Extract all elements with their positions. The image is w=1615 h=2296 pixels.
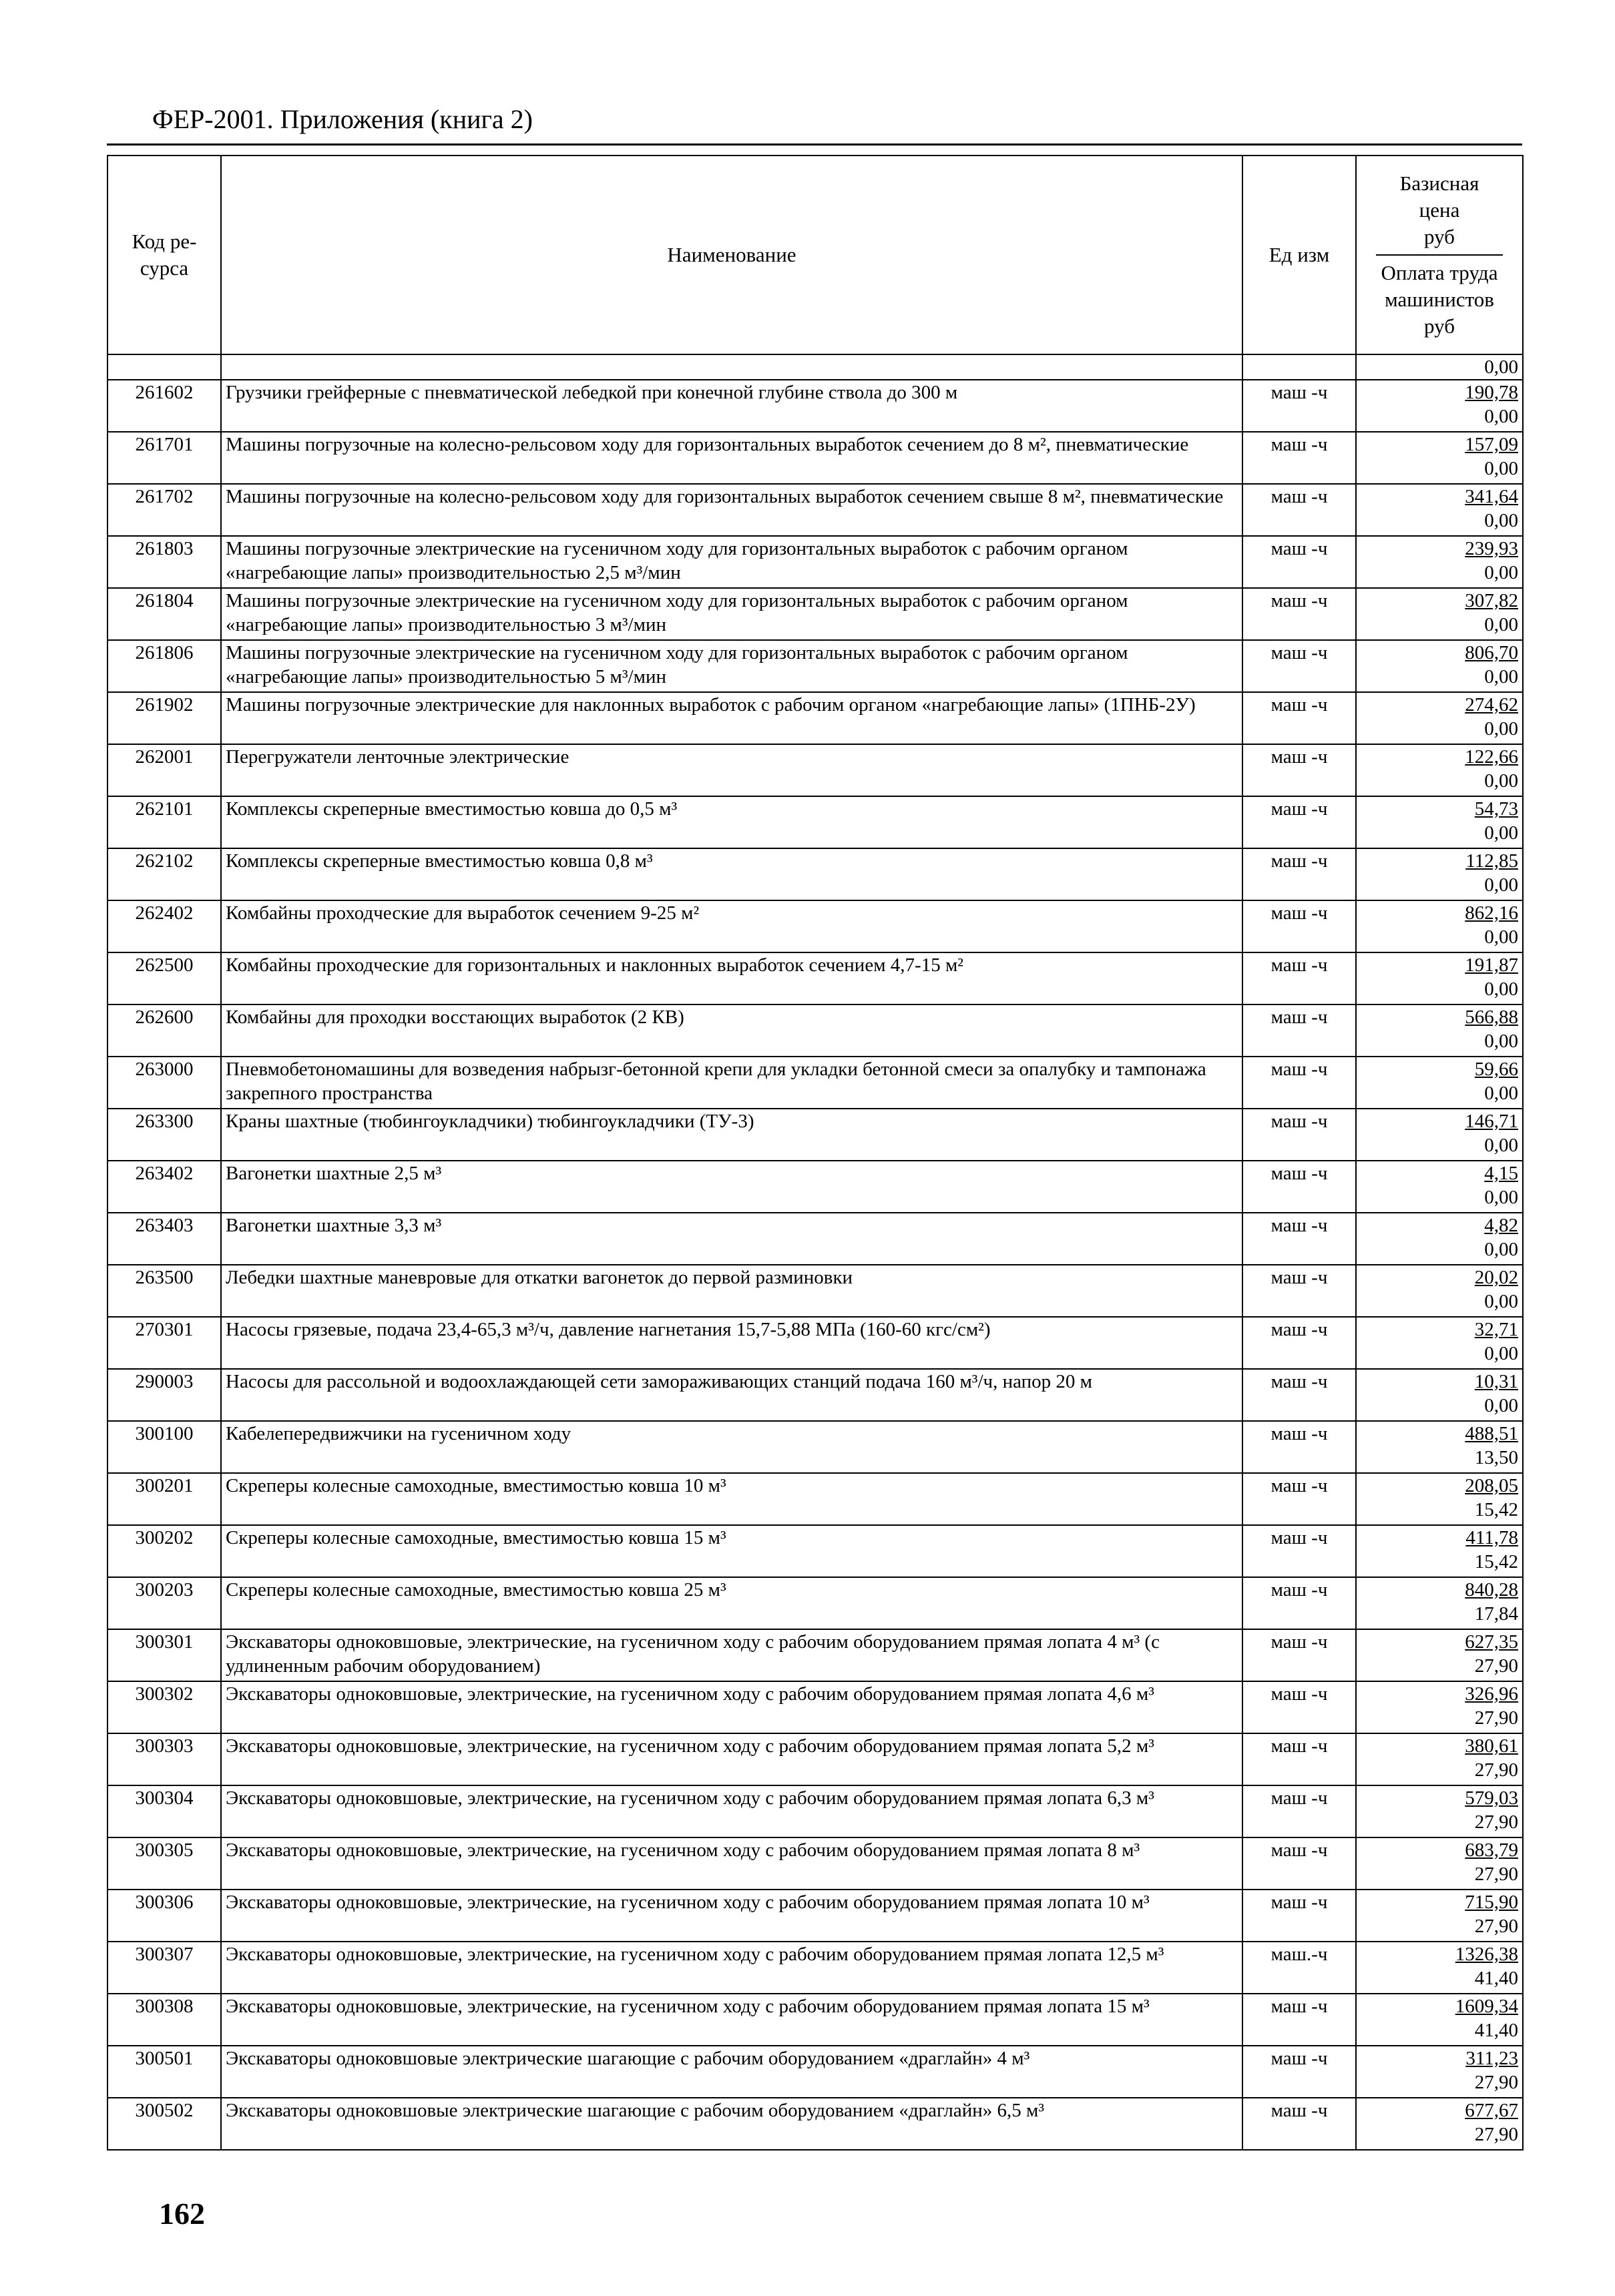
resource-name: Машины погрузочные электрические для наклонных выработок с рабочим органом «нагребающие лапы» (1ПНБ-2У) bbox=[221, 692, 1242, 744]
resource-price-cell bbox=[1356, 484, 1523, 536]
resource-price-cell bbox=[1356, 536, 1523, 588]
table-row bbox=[107, 1369, 1523, 1421]
resource-unit: маш -ч bbox=[1242, 848, 1356, 900]
resource-name: Экскаваторы одноковшовые, электрические, на гусеничном ходу с рабочим оборудованием прямая лопата 12,5 м³ bbox=[221, 1942, 1242, 1994]
resource-name: Экскаваторы одноковшовые, электрические, на гусеничном ходу с рабочим оборудованием прямая лопата 5,2 м³ bbox=[221, 1733, 1242, 1785]
resource-name: Комбайны для проходки восстающих выработок (2 КВ) bbox=[221, 1005, 1242, 1057]
operator-labor-cost: 13,50 bbox=[1474, 1447, 1518, 1468]
operator-labor-cost: 41,40 bbox=[1474, 2020, 1518, 2041]
table-row bbox=[107, 952, 1523, 1005]
resource-price-cell bbox=[1356, 2098, 1523, 2150]
resource-code: 300303 bbox=[107, 1733, 221, 1785]
operator-labor-cost: 0,00 bbox=[1484, 1239, 1518, 1260]
resource-price-cell bbox=[1356, 848, 1523, 900]
table-row bbox=[107, 692, 1523, 744]
operator-labor-cost: 27,90 bbox=[1474, 1916, 1518, 1937]
resource-unit: маш -ч bbox=[1242, 1525, 1356, 1577]
column-header-code-label: Код ре- сурса bbox=[132, 230, 197, 280]
base-price: 566,88 bbox=[1465, 1007, 1518, 1028]
table-row bbox=[107, 1005, 1523, 1057]
resource-name: Перегружатели ленточные электрические bbox=[221, 744, 1242, 796]
resource-code: 261702 bbox=[107, 484, 221, 536]
resource-name: Лебедки шахтные маневровые для откатки вагонеток до первой разминовки bbox=[221, 1265, 1242, 1317]
operator-labor-cost: 0,00 bbox=[1484, 926, 1518, 948]
resource-unit: маш -ч bbox=[1242, 432, 1356, 484]
table-row bbox=[107, 1057, 1523, 1109]
resource-price-cell bbox=[1356, 640, 1523, 692]
resource-unit: маш -ч bbox=[1242, 536, 1356, 588]
resource-unit: маш -ч bbox=[1242, 1837, 1356, 1890]
column-header-unit bbox=[1242, 156, 1356, 354]
operator-labor-cost: 0,00 bbox=[1484, 1083, 1518, 1104]
resource-price-cell bbox=[1356, 1369, 1523, 1421]
resource-unit: маш -ч bbox=[1242, 1733, 1356, 1785]
table-row bbox=[107, 484, 1523, 536]
resource-price-cell bbox=[1356, 2046, 1523, 2098]
resource-unit: маш -ч bbox=[1242, 1473, 1356, 1525]
table-row bbox=[107, 1109, 1523, 1161]
operator-labor-cost: 0,00 bbox=[1484, 1395, 1518, 1416]
resource-name: Экскаваторы одноковшовые электрические шагающие с рабочим оборудованием «драглайн» 4 м³ bbox=[221, 2046, 1242, 2098]
table-row bbox=[107, 1577, 1523, 1629]
header-rule bbox=[107, 144, 1522, 146]
table-row bbox=[107, 1317, 1523, 1369]
column-header-name-label: Наименование bbox=[667, 243, 796, 266]
resource-unit: маш.-ч bbox=[1242, 1942, 1356, 1994]
base-price: 627,35 bbox=[1465, 1631, 1518, 1653]
resource-price-cell bbox=[1356, 1681, 1523, 1733]
base-price: 4,15 bbox=[1484, 1163, 1518, 1184]
resource-price-cell bbox=[1356, 1942, 1523, 1994]
resource-unit: маш -ч bbox=[1242, 796, 1356, 848]
resource-code: 300306 bbox=[107, 1890, 221, 1942]
resource-code: 263000 bbox=[107, 1057, 221, 1109]
table-row bbox=[107, 1421, 1523, 1473]
resource-unit: маш -ч bbox=[1242, 2098, 1356, 2150]
resource-name: Машины погрузочные электрические на гусеничном ходу для горизонтальных выработок с рабочим органом «нагребающие лапы» производительностью 2,5 м³/мин bbox=[221, 536, 1242, 588]
resource-price-table bbox=[107, 155, 1524, 2150]
operator-labor-cost: 0,00 bbox=[1484, 1187, 1518, 1208]
resource-code: 300202 bbox=[107, 1525, 221, 1577]
operator-labor-cost: 0,00 bbox=[1484, 1031, 1518, 1052]
resource-price-cell bbox=[1356, 1109, 1523, 1161]
resource-unit: маш -ч bbox=[1242, 1317, 1356, 1369]
resource-unit: маш -ч bbox=[1242, 1057, 1356, 1109]
resource-unit: маш -ч bbox=[1242, 484, 1356, 536]
base-price: 208,05 bbox=[1465, 1475, 1518, 1496]
resource-name: Экскаваторы одноковшовые, электрические, на гусеничном ходу с рабочим оборудованием прямая лопата 8 м³ bbox=[221, 1837, 1242, 1890]
resource-code: 300301 bbox=[107, 1629, 221, 1681]
resource-code: 300501 bbox=[107, 2046, 221, 2098]
resource-unit: маш -ч bbox=[1242, 1161, 1356, 1213]
leading-value: 0,00 bbox=[1356, 354, 1523, 380]
operator-labor-cost: 0,00 bbox=[1484, 1343, 1518, 1364]
resource-unit: маш -ч bbox=[1242, 1629, 1356, 1681]
operator-labor-cost: 0,00 bbox=[1484, 666, 1518, 687]
resource-unit: маш -ч bbox=[1242, 744, 1356, 796]
base-price: 840,28 bbox=[1465, 1579, 1518, 1601]
table-row bbox=[107, 1837, 1523, 1890]
resource-unit: маш -ч bbox=[1242, 588, 1356, 640]
operator-labor-cost: 15,42 bbox=[1474, 1499, 1518, 1520]
operator-labor-cost: 27,90 bbox=[1474, 2072, 1518, 2093]
resource-price-cell bbox=[1356, 1005, 1523, 1057]
resource-name: Краны шахтные (тюбингоукладчики) тюбингоукладчики (ТУ-3) bbox=[221, 1109, 1242, 1161]
base-price: 59,66 bbox=[1474, 1059, 1518, 1080]
column-header-code bbox=[107, 156, 221, 354]
operator-labor-cost: 0,00 bbox=[1484, 406, 1518, 427]
base-price: 20,02 bbox=[1474, 1267, 1518, 1288]
resource-name: Пневмобетономашины для возведения набрызг-бетонной крепи для укладки бетонной смеси за опалубку и тампонажа закрепного пространства bbox=[221, 1057, 1242, 1109]
base-price: 190,78 bbox=[1465, 382, 1518, 403]
column-header-name bbox=[221, 156, 1242, 354]
operator-labor-cost: 15,42 bbox=[1474, 1551, 1518, 1572]
table-row bbox=[107, 1525, 1523, 1577]
resource-code: 261701 bbox=[107, 432, 221, 484]
resource-price-cell bbox=[1356, 1265, 1523, 1317]
resource-code: 300502 bbox=[107, 2098, 221, 2150]
base-price: 157,09 bbox=[1465, 434, 1518, 455]
resource-code: 263300 bbox=[107, 1109, 221, 1161]
table-row bbox=[107, 1629, 1523, 1681]
column-header-labor-label: Оплата труда машинистов руб bbox=[1381, 261, 1498, 338]
base-price: 191,87 bbox=[1465, 954, 1518, 976]
resource-unit: маш -ч bbox=[1242, 1785, 1356, 1837]
resource-name: Экскаваторы одноковшовые, электрические, на гусеничном ходу с рабочим оборудованием прямая лопата 4,6 м³ bbox=[221, 1681, 1242, 1733]
resource-unit: маш -ч bbox=[1242, 1994, 1356, 2046]
operator-labor-cost: 27,90 bbox=[1474, 1863, 1518, 1885]
resource-price-cell bbox=[1356, 432, 1523, 484]
base-price: 239,93 bbox=[1465, 538, 1518, 559]
resource-code: 261806 bbox=[107, 640, 221, 692]
base-price: 488,51 bbox=[1465, 1423, 1518, 1444]
base-price: 326,96 bbox=[1465, 1683, 1518, 1705]
table-row bbox=[107, 1213, 1523, 1265]
operator-labor-cost: 41,40 bbox=[1474, 1968, 1518, 1989]
table-row bbox=[107, 1733, 1523, 1785]
resource-name: Кабелепередвижчики на гусеничном ходу bbox=[221, 1421, 1242, 1473]
base-price: 341,64 bbox=[1465, 486, 1518, 507]
resource-code: 262500 bbox=[107, 952, 221, 1005]
resource-price-cell bbox=[1356, 1421, 1523, 1473]
operator-labor-cost: 0,00 bbox=[1484, 822, 1518, 844]
table-row bbox=[107, 1890, 1523, 1942]
resource-unit: маш -ч bbox=[1242, 640, 1356, 692]
resource-price-cell bbox=[1356, 380, 1523, 432]
resource-name: Экскаваторы одноковшовые, электрические, на гусеничном ходу с рабочим оборудованием прямая лопата 10 м³ bbox=[221, 1890, 1242, 1942]
operator-labor-cost: 0,00 bbox=[1484, 458, 1518, 479]
table-row bbox=[107, 900, 1523, 952]
base-price: 10,31 bbox=[1474, 1371, 1518, 1392]
table-row bbox=[107, 588, 1523, 640]
base-price: 862,16 bbox=[1465, 902, 1518, 924]
operator-labor-cost: 27,90 bbox=[1474, 1811, 1518, 1833]
column-header-price bbox=[1356, 156, 1523, 354]
resource-name: Экскаваторы одноковшовые, электрические, на гусеничном ходу с рабочим оборудованием прямая лопата 15 м³ bbox=[221, 1994, 1242, 2046]
base-price: 4,82 bbox=[1484, 1215, 1518, 1236]
resource-price-cell bbox=[1356, 588, 1523, 640]
resource-unit: маш -ч bbox=[1242, 2046, 1356, 2098]
resource-unit: маш -ч bbox=[1242, 1109, 1356, 1161]
resource-price-cell bbox=[1356, 1057, 1523, 1109]
resource-name: Экскаваторы одноковшовые, электрические, на гусеничном ходу с рабочим оборудованием прямая лопата 4 м³ (с удлиненным рабочим оборудованием) bbox=[221, 1629, 1242, 1681]
column-header-unit-label: Ед изм bbox=[1268, 243, 1330, 266]
resource-name: Грузчики грейферные с пневматической лебедкой при конечной глубине ствола до 300 м bbox=[221, 380, 1242, 432]
base-price: 677,67 bbox=[1465, 2100, 1518, 2121]
base-price: 1326,38 bbox=[1455, 1944, 1518, 1965]
resource-price-cell bbox=[1356, 1473, 1523, 1525]
resource-price-cell bbox=[1356, 1890, 1523, 1942]
page-number: 162 bbox=[159, 2197, 205, 2231]
resource-unit: маш -ч bbox=[1242, 1265, 1356, 1317]
operator-labor-cost: 0,00 bbox=[1484, 978, 1518, 1000]
operator-labor-cost: 0,00 bbox=[1484, 614, 1518, 635]
base-price: 32,71 bbox=[1474, 1319, 1518, 1340]
resource-code: 262600 bbox=[107, 1005, 221, 1057]
base-price: 307,82 bbox=[1465, 590, 1518, 611]
resource-unit: маш -ч bbox=[1242, 1005, 1356, 1057]
resource-name: Комбайны проходческие для горизонтальных и наклонных выработок сечением 4,7-15 м² bbox=[221, 952, 1242, 1005]
resource-code: 270301 bbox=[107, 1317, 221, 1369]
resource-price-cell bbox=[1356, 952, 1523, 1005]
operator-labor-cost: 27,90 bbox=[1474, 2124, 1518, 2145]
base-price: 54,73 bbox=[1474, 798, 1518, 820]
operator-labor-cost: 0,00 bbox=[1484, 874, 1518, 896]
resource-name: Скреперы колесные самоходные, вместимостью ковша 25 м³ bbox=[221, 1577, 1242, 1629]
resource-code: 263500 bbox=[107, 1265, 221, 1317]
resource-name: Экскаваторы одноковшовые, электрические, на гусеничном ходу с рабочим оборудованием прямая лопата 6,3 м³ bbox=[221, 1785, 1242, 1837]
resource-price-cell bbox=[1356, 1525, 1523, 1577]
resource-code: 300304 bbox=[107, 1785, 221, 1837]
resource-code: 300100 bbox=[107, 1421, 221, 1473]
operator-labor-cost: 27,90 bbox=[1474, 1759, 1518, 1781]
resource-price-cell bbox=[1356, 744, 1523, 796]
resource-unit: маш -ч bbox=[1242, 1421, 1356, 1473]
resource-unit: маш -ч bbox=[1242, 692, 1356, 744]
table-row bbox=[107, 848, 1523, 900]
base-price: 715,90 bbox=[1465, 1892, 1518, 1913]
price-header-divider bbox=[1376, 254, 1503, 256]
column-header-price-label: Базисная цена руб bbox=[1399, 172, 1479, 248]
resource-code: 261902 bbox=[107, 692, 221, 744]
resource-unit: маш -ч bbox=[1242, 380, 1356, 432]
resource-price-cell bbox=[1356, 1733, 1523, 1785]
operator-labor-cost: 17,84 bbox=[1474, 1603, 1518, 1625]
resource-price-cell bbox=[1356, 1994, 1523, 2046]
base-price: 683,79 bbox=[1465, 1839, 1518, 1861]
operator-labor-cost: 27,90 bbox=[1474, 1655, 1518, 1677]
base-price: 274,62 bbox=[1465, 694, 1518, 715]
resource-code: 300201 bbox=[107, 1473, 221, 1525]
table-row bbox=[107, 2098, 1523, 2150]
resource-code: 261804 bbox=[107, 588, 221, 640]
resource-unit: маш -ч bbox=[1242, 952, 1356, 1005]
resource-price-cell bbox=[1356, 692, 1523, 744]
table-row bbox=[107, 744, 1523, 796]
resource-code: 300203 bbox=[107, 1577, 221, 1629]
table-row bbox=[107, 1161, 1523, 1213]
resource-name: Машины погрузочные электрические на гусеничном ходу для горизонтальных выработок с рабочим органом «нагребающие лапы» производительностью 3 м³/мин bbox=[221, 588, 1242, 640]
resource-name: Вагонетки шахтные 3,3 м³ bbox=[221, 1213, 1242, 1265]
base-price: 411,78 bbox=[1465, 1527, 1518, 1548]
resource-price-cell bbox=[1356, 1785, 1523, 1837]
operator-labor-cost: 0,00 bbox=[1484, 770, 1518, 792]
base-price: 112,85 bbox=[1465, 850, 1518, 872]
page-header-title: ФЕР-2001. Приложения (книга 2) bbox=[152, 104, 533, 134]
resource-code: 300305 bbox=[107, 1837, 221, 1890]
resource-name: Машины погрузочные электрические на гусеничном ходу для горизонтальных выработок с рабочим органом «нагребающие лапы» производительностью 5 м³/мин bbox=[221, 640, 1242, 692]
table-row bbox=[107, 640, 1523, 692]
table-row bbox=[107, 1942, 1523, 1994]
resource-unit: маш -ч bbox=[1242, 1681, 1356, 1733]
resource-name: Насосы грязевые, подача 23,4-65,3 м³/ч, давление нагнетания 15,7-5,88 МПа (160-60 кгс/см²) bbox=[221, 1317, 1242, 1369]
resource-code: 261803 bbox=[107, 536, 221, 588]
resource-unit: маш -ч bbox=[1242, 1890, 1356, 1942]
resource-unit: маш -ч bbox=[1242, 1213, 1356, 1265]
resource-code: 290003 bbox=[107, 1369, 221, 1421]
resource-name: Машины погрузочные на колесно-рельсовом ходу для горизонтальных выработок сечением до 8 м², пневматические bbox=[221, 432, 1242, 484]
operator-labor-cost: 0,00 bbox=[1484, 562, 1518, 583]
resource-unit: маш -ч bbox=[1242, 1577, 1356, 1629]
resource-code: 262402 bbox=[107, 900, 221, 952]
table-row bbox=[107, 2046, 1523, 2098]
resource-name: Комбайны проходческие для выработок сечением 9-25 м² bbox=[221, 900, 1242, 952]
table-row bbox=[107, 536, 1523, 588]
resource-code: 263402 bbox=[107, 1161, 221, 1213]
table-row bbox=[107, 1473, 1523, 1525]
resource-price-cell bbox=[1356, 1577, 1523, 1629]
resource-code: 262102 bbox=[107, 848, 221, 900]
resource-price-cell bbox=[1356, 1161, 1523, 1213]
table-row bbox=[107, 1265, 1523, 1317]
resource-price-cell bbox=[1356, 796, 1523, 848]
base-price: 122,66 bbox=[1465, 746, 1518, 768]
resource-name: Комплексы скреперные вместимостью ковша 0,8 м³ bbox=[221, 848, 1242, 900]
base-price: 311,23 bbox=[1465, 2048, 1518, 2069]
resource-code: 262101 bbox=[107, 796, 221, 848]
operator-labor-cost: 27,90 bbox=[1474, 1707, 1518, 1729]
resource-price-cell bbox=[1356, 1629, 1523, 1681]
resource-code: 300302 bbox=[107, 1681, 221, 1733]
resource-code: 300308 bbox=[107, 1994, 221, 2046]
resource-code: 262001 bbox=[107, 744, 221, 796]
table-row bbox=[107, 1994, 1523, 2046]
base-price: 146,71 bbox=[1465, 1111, 1518, 1132]
table-row bbox=[107, 380, 1523, 432]
table-row bbox=[107, 1785, 1523, 1837]
resource-code: 263403 bbox=[107, 1213, 221, 1265]
base-price: 380,61 bbox=[1465, 1735, 1518, 1757]
operator-labor-cost: 0,00 bbox=[1484, 1135, 1518, 1156]
table-row bbox=[107, 796, 1523, 848]
resource-price-cell bbox=[1356, 900, 1523, 952]
resource-name: Вагонетки шахтные 2,5 м³ bbox=[221, 1161, 1242, 1213]
resource-name: Комплексы скреперные вместимостью ковша до 0,5 м³ bbox=[221, 796, 1242, 848]
table-row bbox=[107, 432, 1523, 484]
base-price: 806,70 bbox=[1465, 642, 1518, 663]
resource-price-cell bbox=[1356, 1837, 1523, 1890]
base-price: 579,03 bbox=[1465, 1787, 1518, 1809]
table-header-row bbox=[107, 156, 1523, 354]
base-price: 1609,34 bbox=[1455, 1996, 1518, 2017]
resource-name: Машины погрузочные на колесно-рельсовом ходу для горизонтальных выработок сечением свыше 8 м², пневматические bbox=[221, 484, 1242, 536]
resource-code: 300307 bbox=[107, 1942, 221, 1994]
operator-labor-cost: 0,00 bbox=[1484, 718, 1518, 740]
resource-code: 261602 bbox=[107, 380, 221, 432]
operator-labor-cost: 0,00 bbox=[1484, 1291, 1518, 1312]
resource-unit: маш -ч bbox=[1242, 1369, 1356, 1421]
resource-price-cell bbox=[1356, 1213, 1523, 1265]
table-row-leading bbox=[107, 354, 1523, 380]
operator-labor-cost: 0,00 bbox=[1484, 510, 1518, 531]
resource-name: Скреперы колесные самоходные, вместимостью ковша 15 м³ bbox=[221, 1525, 1242, 1577]
resource-name: Экскаваторы одноковшовые электрические шагающие с рабочим оборудованием «драглайн» 6,5 м³ bbox=[221, 2098, 1242, 2150]
resource-name: Скреперы колесные самоходные, вместимостью ковша 10 м³ bbox=[221, 1473, 1242, 1525]
table-row bbox=[107, 1681, 1523, 1733]
resource-unit: маш -ч bbox=[1242, 900, 1356, 952]
resource-price-cell bbox=[1356, 1317, 1523, 1369]
resource-name: Насосы для рассольной и водоохлаждающей сети замораживающих станций подача 160 м³/ч, напор 20 м bbox=[221, 1369, 1242, 1421]
